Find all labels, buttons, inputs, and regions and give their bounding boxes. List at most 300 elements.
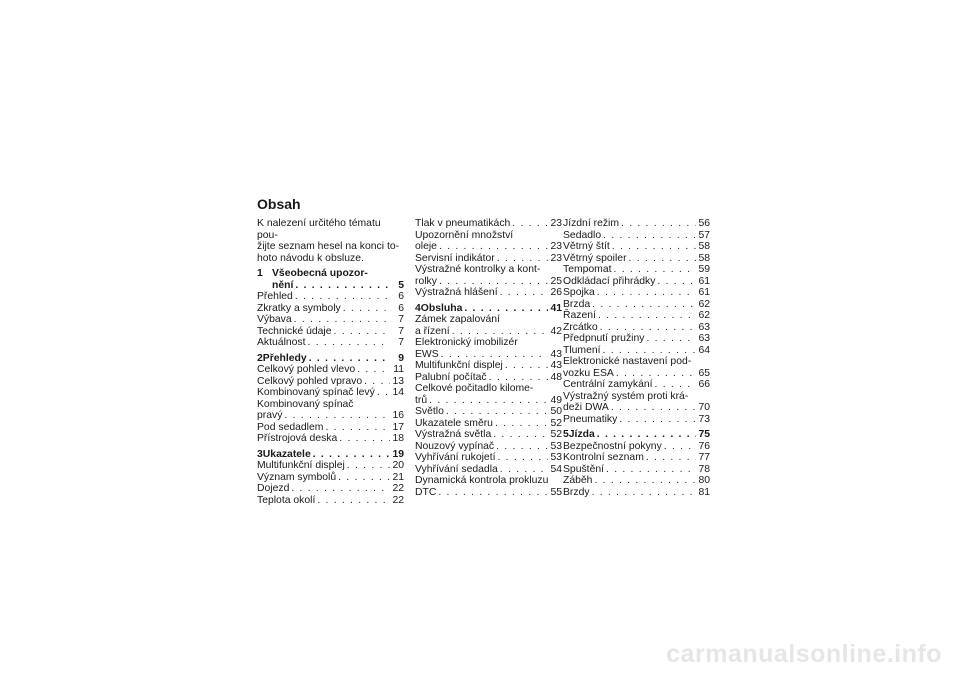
- leader-dots: [295, 280, 390, 292]
- toc-entry[interactable]: [563, 322, 710, 334]
- toc-chapter[interactable]: [257, 449, 404, 461]
- toc-entry[interactable]: [257, 303, 404, 315]
- toc-entry-title: Přehled: [257, 291, 293, 302]
- toc-entry-title: pravý: [257, 410, 283, 421]
- toc-entry[interactable]: [563, 391, 710, 414]
- toc-entry-row: [415, 406, 562, 418]
- page-number: 76: [698, 440, 710, 452]
- page-number: 19: [392, 448, 404, 460]
- toc-entry[interactable]: [257, 460, 404, 472]
- toc-entry[interactable]: [257, 483, 404, 495]
- page-number: 50: [550, 406, 562, 417]
- toc-entry[interactable]: [415, 418, 562, 430]
- toc-entry-row: [415, 276, 562, 288]
- leader-dots: [594, 475, 696, 487]
- toc-entry[interactable]: [563, 441, 710, 453]
- page-number: 80: [698, 475, 710, 486]
- leader-dots: [489, 372, 548, 384]
- toc-entry-title-text: Všeobecná upozor-: [272, 268, 368, 279]
- toc-entry-row: [415, 429, 562, 441]
- page-number: 42: [550, 325, 562, 337]
- toc-entry[interactable]: [563, 379, 710, 391]
- toc-entry[interactable]: [563, 414, 710, 426]
- toc-entry-title: Obsluha: [420, 302, 463, 314]
- leader-dots: [377, 387, 390, 399]
- toc-entry-title: Zkratky a symboly: [257, 302, 341, 314]
- leader-dots: [497, 253, 548, 265]
- chapter-number: 3: [257, 448, 263, 460]
- leader-dots: [317, 495, 390, 507]
- toc-entry-title: Světlo: [415, 406, 444, 417]
- toc-entry-title: EWS: [415, 348, 439, 360]
- page-number: 77: [698, 452, 710, 463]
- leader-dots: [611, 402, 696, 414]
- page-number: 21: [392, 471, 404, 483]
- toc-entry-title: Ukazatele směru: [415, 417, 493, 429]
- leader-dots: [603, 230, 696, 242]
- intro-text: [257, 218, 404, 264]
- toc-entry-title: Teplota okolí: [257, 494, 316, 506]
- page-number: 63: [698, 321, 710, 333]
- toc-entry-title-text: Výstražný systém proti krá-: [563, 390, 689, 402]
- toc-chapter[interactable]: [257, 353, 404, 365]
- page-number: 7: [398, 314, 404, 325]
- page-number: 26: [550, 287, 562, 298]
- toc-entry-title: Palubní počítač: [415, 371, 487, 383]
- toc-entry-row: [563, 487, 710, 499]
- toc-entry-title: Servisní indikátor: [415, 252, 495, 264]
- toc-entry-row: [563, 402, 710, 414]
- toc-entry[interactable]: [415, 406, 562, 418]
- toc-entry-title-line: [415, 314, 562, 326]
- toc-entry-title: Přístrojová deska: [257, 433, 338, 444]
- toc-entry[interactable]: [415, 360, 562, 372]
- page-number: 58: [698, 241, 710, 252]
- toc-entry[interactable]: [257, 387, 404, 399]
- toc-entry-row: [563, 414, 710, 426]
- toc-entry-row: [563, 241, 710, 253]
- toc-entry-title: Větrný štít: [563, 241, 610, 252]
- toc-entry-row: [257, 376, 404, 388]
- leader-dots: [439, 241, 548, 253]
- toc-column-2: [415, 218, 562, 498]
- leader-dots: [441, 349, 548, 361]
- toc-entry[interactable]: [257, 314, 404, 326]
- chapter-number: 1: [257, 268, 263, 279]
- toc-entry-row: [563, 441, 710, 453]
- toc-entry-row: [257, 410, 404, 422]
- leader-dots: [512, 218, 548, 230]
- toc-entry[interactable]: [257, 337, 404, 349]
- toc-entry[interactable]: [415, 218, 562, 230]
- toc-entry-row: [257, 483, 404, 495]
- toc-entry-row: [415, 326, 562, 338]
- toc-entry-row: [257, 337, 404, 349]
- page-number: 25: [550, 275, 562, 287]
- leader-dots: [309, 353, 390, 365]
- toc-entry-title: nění: [272, 279, 294, 291]
- leader-dots: [308, 337, 390, 349]
- chapter-number: 2: [257, 352, 263, 364]
- leader-dots: [291, 483, 390, 495]
- toc-entry-title: Kombinovaný spínač levý: [257, 387, 375, 398]
- page-number: 6: [398, 291, 404, 302]
- page-number: 61: [698, 287, 710, 298]
- page-number: 81: [698, 486, 710, 498]
- leader-dots: [614, 264, 696, 276]
- page-number: 23: [550, 241, 562, 252]
- toc-entry-title: Spojka: [563, 287, 595, 298]
- toc-entry-title: Centrální zamykání: [563, 379, 653, 390]
- page-number: 62: [698, 298, 710, 310]
- toc-entry[interactable]: [257, 472, 404, 484]
- toc-entry-row: [257, 472, 404, 484]
- toc-entry-title: trů: [415, 394, 428, 406]
- toc-entry[interactable]: [563, 299, 710, 311]
- page-number: 57: [698, 229, 710, 241]
- toc-entry[interactable]: [415, 337, 562, 360]
- toc-entry-title: Tlumení: [563, 344, 601, 356]
- toc-entry-title-text: Upozornění množství: [415, 229, 514, 241]
- leader-dots: [655, 379, 696, 391]
- toc-entry-title-line: [415, 383, 562, 395]
- toc-entry-title: Dojezd: [257, 483, 290, 494]
- toc-entry-title: oleje: [415, 241, 437, 252]
- toc-entry-title-line: [415, 264, 562, 276]
- leader-dots: [347, 460, 390, 472]
- toc-entry-row: [415, 452, 562, 464]
- toc-entry[interactable]: [415, 230, 562, 253]
- toc-entry[interactable]: [563, 310, 710, 322]
- toc-entry-row: [257, 387, 404, 399]
- page-number: 52: [550, 417, 562, 429]
- page-number: 75: [698, 429, 710, 440]
- toc-entry-title: Pneumatiky: [563, 413, 618, 425]
- toc-entry-row: [415, 441, 562, 453]
- leader-dots: [496, 441, 548, 453]
- leader-dots: [592, 487, 696, 499]
- toc-column-3: [563, 218, 710, 498]
- leader-dots: [600, 322, 696, 334]
- page-number: 43: [550, 348, 562, 360]
- leader-dots: [500, 287, 548, 299]
- toc-entry-row: [563, 379, 710, 391]
- toc-entry[interactable]: [257, 291, 404, 303]
- toc-entry-title: Řazení: [563, 310, 596, 321]
- toc-entry-row: [415, 372, 562, 384]
- page-number: 43: [550, 360, 562, 371]
- page-number: 64: [698, 344, 710, 356]
- toc-entry-title: deži DWA: [563, 402, 609, 413]
- toc-entry-title: Spuštění: [563, 463, 605, 475]
- toc-entry-title: Ukazatele: [262, 448, 311, 460]
- toc-entry-title-line: [257, 268, 404, 280]
- leader-dots: [343, 303, 390, 315]
- toc-entry-title-text: Výstražné kontrolky a kont-: [415, 264, 541, 275]
- page-number: 6: [398, 302, 404, 314]
- toc-entry[interactable]: [563, 276, 710, 288]
- toc-entry-row: [257, 291, 404, 303]
- page-number: 58: [698, 252, 710, 264]
- toc-entry[interactable]: [415, 475, 562, 498]
- toc-entry-title: Nouzový vypínač: [415, 440, 495, 452]
- toc-entry-row: [257, 449, 404, 461]
- page-number: 14: [392, 387, 404, 398]
- leader-dots: [629, 253, 696, 265]
- toc-entry[interactable]: [563, 475, 710, 487]
- leader-dots: [597, 429, 696, 441]
- toc-entry-row: [415, 487, 562, 499]
- leader-dots: [339, 433, 390, 445]
- toc-entry-row: [563, 264, 710, 276]
- toc-entry[interactable]: [415, 441, 562, 453]
- toc-entry[interactable]: [415, 383, 562, 406]
- leader-dots: [446, 406, 548, 418]
- toc-entry[interactable]: [415, 253, 562, 265]
- leader-dots: [464, 303, 548, 315]
- toc-entry-title-text: Elektronické nastavení pod-: [563, 356, 692, 367]
- toc-entry-title-text: Celkové počitadlo kilome-: [415, 383, 534, 394]
- leader-dots: [621, 218, 696, 230]
- leader-dots: [294, 314, 390, 326]
- toc-entry-title: vozku ESA: [563, 367, 614, 379]
- toc-entry-title: Vyhřívání rukojetí: [415, 452, 496, 463]
- leader-dots: [606, 464, 696, 476]
- toc-entry-title-line: [563, 391, 710, 403]
- toc-entry-row: [563, 368, 710, 380]
- toc-entry[interactable]: [415, 464, 562, 476]
- intro-line: hoto návodu k obsluze.: [257, 252, 364, 264]
- toc-entry-title: Technické údaje: [257, 325, 332, 337]
- page-number: 56: [698, 218, 710, 229]
- toc-entry-row: [563, 253, 710, 265]
- toc-entry-title-text: Kombinovaný spínač: [257, 398, 354, 410]
- toc-entry[interactable]: [257, 422, 404, 434]
- page-number: 66: [698, 379, 710, 390]
- toc-entry-row: [563, 464, 710, 476]
- toc-entry-title: Kontrolní seznam: [563, 452, 644, 463]
- toc-entry-row: [563, 345, 710, 357]
- toc-entry[interactable]: [257, 376, 404, 388]
- toc-entry-title: Výstražná světla: [415, 429, 492, 440]
- page-number: 5: [398, 279, 404, 291]
- toc-entry-title: Význam symbolů: [257, 471, 337, 483]
- leader-dots: [338, 472, 390, 484]
- leader-dots: [438, 487, 548, 499]
- toc-entry-title-line: [563, 356, 710, 368]
- leader-dots: [592, 299, 696, 311]
- toc-entry-title-text: Zámek zapalování: [415, 314, 500, 325]
- page-number: 17: [392, 421, 404, 433]
- leader-dots: [619, 414, 696, 426]
- toc-entry-title-line: [415, 230, 562, 242]
- page-number: 53: [550, 440, 562, 452]
- leader-dots: [313, 449, 390, 461]
- toc-entry-title: Celkový pohled vpravo: [257, 375, 363, 387]
- toc-entry-row: [415, 418, 562, 430]
- page-number: 7: [398, 337, 404, 348]
- toc-entry-title: Jízdní režim: [563, 218, 620, 229]
- toc-entry[interactable]: [563, 464, 710, 476]
- toc-entry-title: Předpnutí pružiny: [563, 333, 645, 344]
- toc-entry-row: [563, 310, 710, 322]
- toc-entry-title-line: [257, 399, 404, 411]
- toc-entry[interactable]: [563, 333, 710, 345]
- leader-dots: [495, 418, 548, 430]
- toc-entry[interactable]: [563, 356, 710, 379]
- page-number: 59: [698, 264, 710, 275]
- toc-entry-title: Brzda: [563, 298, 591, 310]
- toc-entry[interactable]: [563, 287, 710, 299]
- page-title: Obsah: [257, 196, 301, 212]
- toc-entry[interactable]: [563, 264, 710, 276]
- toc-entry-row: [257, 314, 404, 326]
- chapter-number: 5: [563, 429, 569, 440]
- leader-dots: [598, 310, 696, 322]
- leader-dots: [284, 410, 390, 422]
- toc-entry[interactable]: [563, 241, 710, 253]
- toc-entry[interactable]: [415, 429, 562, 441]
- toc-entry[interactable]: [563, 230, 710, 242]
- intro-line: žijte seznam hesel na konci to-: [257, 241, 400, 252]
- page-number: 73: [698, 413, 710, 425]
- leader-dots: [497, 452, 548, 464]
- toc-entry-title-text: Dynamická kontrola prokluzu: [415, 475, 549, 486]
- watermark: carmanualsonline.info: [666, 640, 942, 668]
- toc-entry-row: [415, 349, 562, 361]
- toc-entry-row: [257, 303, 404, 315]
- toc-entry[interactable]: [563, 253, 710, 265]
- toc-entry-row: [257, 364, 404, 376]
- toc-entry-row: [257, 280, 404, 292]
- toc-entry-title: Zrcátko: [563, 321, 598, 333]
- leader-dots: [500, 464, 548, 476]
- leader-dots: [597, 287, 696, 299]
- page-number: 41: [550, 302, 562, 314]
- toc-entry-row: [563, 322, 710, 334]
- page-number: 20: [392, 460, 404, 471]
- toc-entry[interactable]: [257, 326, 404, 338]
- toc-entry[interactable]: [563, 487, 710, 499]
- toc-entry-title: Výstražná hlášení: [415, 287, 498, 298]
- toc-entry-row: [415, 241, 562, 253]
- toc-entry-title: Celkový pohled vlevo: [257, 364, 356, 375]
- leader-dots: [646, 333, 696, 345]
- toc-entry-title-line: [415, 337, 562, 349]
- page-number: 61: [698, 275, 710, 287]
- toc-entry[interactable]: [415, 287, 562, 299]
- page-number: 48: [550, 371, 562, 383]
- toc-entry-row: [257, 495, 404, 507]
- page-number: 63: [698, 333, 710, 344]
- toc-entry-title: Záběh: [563, 475, 593, 486]
- leader-dots: [612, 241, 696, 253]
- page-number: 55: [550, 486, 562, 498]
- leader-dots: [334, 326, 390, 338]
- page-number: 52: [550, 429, 562, 440]
- intro-line: K nalezení určitého tématu pou-: [257, 218, 381, 241]
- toc-entry[interactable]: [415, 314, 562, 337]
- toc-entry-title: Sedadlo: [563, 229, 602, 241]
- toc-entry-title-text: Elektronický imobilizér: [415, 337, 518, 348]
- leader-dots: [664, 441, 696, 453]
- toc-entry-title: Multifunkční displej: [257, 460, 345, 471]
- toc-entry-row: [415, 464, 562, 476]
- toc-entry-row: [257, 460, 404, 472]
- page-number: 54: [550, 463, 562, 475]
- toc-entry[interactable]: [257, 364, 404, 376]
- toc-entry-row: [415, 253, 562, 265]
- toc-entry-row: [415, 303, 562, 315]
- toc-entry[interactable]: [257, 399, 404, 422]
- toc-entry-row: [563, 333, 710, 345]
- leader-dots: [357, 364, 390, 376]
- page-number: 70: [698, 402, 710, 413]
- toc-entry-title: Větrný spoiler: [563, 252, 627, 264]
- leader-dots: [657, 276, 696, 288]
- toc-entry-row: [415, 218, 562, 230]
- toc-entry-row: [257, 433, 404, 445]
- page-number: 13: [392, 375, 404, 387]
- page-number: 11: [393, 364, 404, 375]
- toc-entry-row: [563, 276, 710, 288]
- leader-dots: [646, 452, 696, 464]
- toc-entry-title: Odkládací přihrádky: [563, 275, 656, 287]
- page-number: 22: [392, 483, 404, 494]
- toc-entry[interactable]: [257, 433, 404, 445]
- toc-entry[interactable]: [563, 452, 710, 464]
- toc-entry[interactable]: [257, 495, 404, 507]
- toc-entry-title: Tlak v pneumatikách: [415, 218, 511, 229]
- chapter-number: 4: [415, 302, 421, 314]
- page-number: 16: [392, 410, 404, 421]
- toc-entry-title: Multifunkční displej: [415, 360, 503, 371]
- leader-dots: [429, 395, 548, 407]
- page-number: 65: [698, 367, 710, 379]
- leader-dots: [295, 291, 390, 303]
- toc-entry[interactable]: [563, 218, 710, 230]
- page-number: 9: [398, 352, 404, 364]
- toc-chapter[interactable]: [257, 268, 404, 291]
- toc-entry-row: [563, 429, 710, 441]
- toc-entry-row: [415, 360, 562, 372]
- page-number: 18: [392, 433, 404, 444]
- leader-dots: [505, 360, 548, 372]
- leader-dots: [616, 368, 696, 380]
- toc-entry-row: [257, 353, 404, 365]
- page-number: 7: [398, 325, 404, 337]
- toc-entry-row: [415, 287, 562, 299]
- toc-entry-title: Výbava: [257, 314, 292, 325]
- page-number: 62: [698, 310, 710, 321]
- toc-entry-title: Aktuálnost: [257, 337, 306, 348]
- toc-entry[interactable]: [415, 372, 562, 384]
- toc-entry-row: [563, 475, 710, 487]
- toc-chapter[interactable]: [415, 303, 562, 315]
- page-number: 49: [550, 394, 562, 406]
- toc-entry[interactable]: [563, 345, 710, 357]
- toc-column-1: [257, 218, 404, 506]
- toc-chapter[interactable]: [563, 429, 710, 441]
- toc-entry-title-line: [415, 475, 562, 487]
- toc-entry[interactable]: [415, 264, 562, 287]
- toc-entry-row: [563, 452, 710, 464]
- leader-dots: [325, 422, 390, 434]
- toc-entry-title: Přehledy: [262, 352, 307, 364]
- toc-entry[interactable]: [415, 452, 562, 464]
- leader-dots: [603, 345, 696, 357]
- leader-dots: [452, 326, 548, 338]
